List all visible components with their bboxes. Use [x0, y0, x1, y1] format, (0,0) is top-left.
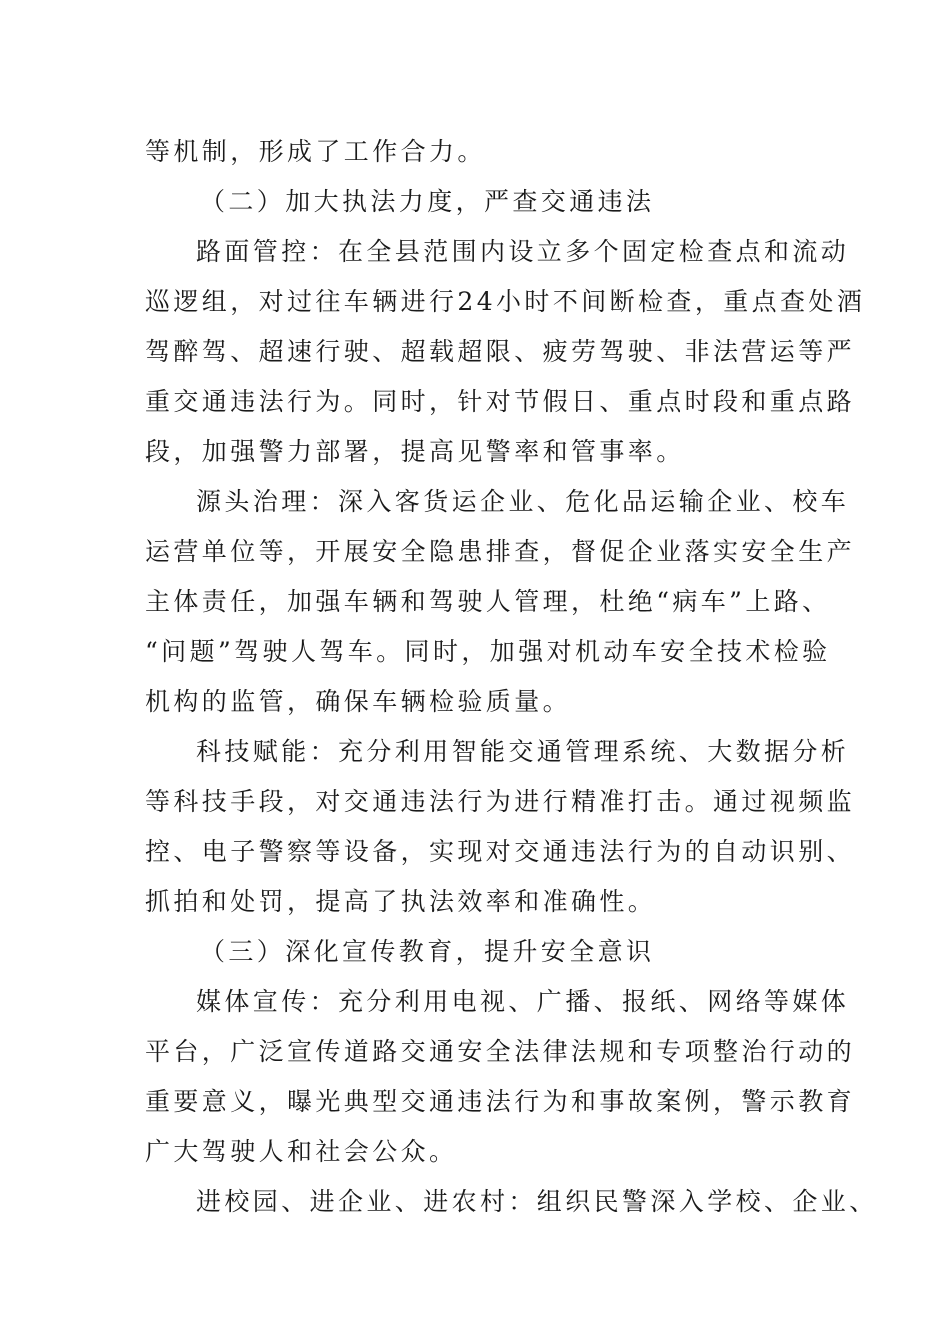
paragraph-line: 机构的监管，确保车辆检验质量。 [145, 687, 572, 716]
paragraph-line: 进校园、进企业、进农村：组织民警深入学校、企业、 [196, 1187, 878, 1216]
paragraph-line: 控、电子警察等设备，实现对交通违法行为的自动识别、 [145, 837, 856, 866]
paragraph-line: 科技赋能：充分利用智能交通管理系统、大数据分析 [196, 737, 850, 766]
paragraph-line: 驾醉驾、超速行驶、超载超限、疲劳驾驶、非法营运等严 [145, 337, 856, 366]
paragraph-line: 媒体宣传：充分利用电视、广播、报纸、网络等媒体 [196, 987, 850, 1016]
paragraph-line: 重要意义，曝光典型交通违法行为和事故案例，警示教育 [145, 1087, 856, 1116]
paragraph-line: 平台，广泛宣传道路交通安全法律法规和专项整治行动的 [145, 1037, 856, 1066]
section-heading: （二）加大执法力度，严查交通违法 [200, 187, 655, 216]
paragraph-line: 重交通违法行为。同时，针对节假日、重点时段和重点路 [145, 387, 856, 416]
section-heading: （三）深化宣传教育，提升安全意识 [200, 937, 655, 966]
paragraph-line: 等机制，形成了工作合力。 [145, 137, 486, 166]
paragraph-line: “问题”驾驶人驾车。同时，加强对机动车安全技术检验 [145, 637, 831, 666]
paragraph-line: 主体责任，加强车辆和驾驶人管理，杜绝“病车”上路、 [145, 587, 831, 616]
paragraph-line: 源头治理：深入客货运企业、危化品运输企业、校车 [196, 487, 850, 516]
paragraph-line: 等科技手段，对交通违法行为进行精准打击。通过视频监 [145, 787, 856, 816]
paragraph-line: 巡逻组，对过往车辆进行24小时不间断检查，重点查处酒 [145, 287, 866, 316]
paragraph-line: 段，加强警力部署，提高见警率和管事率。 [145, 437, 685, 466]
paragraph-line: 路面管控：在全县范围内设立多个固定检查点和流动 [196, 237, 850, 266]
paragraph-line: 广大驾驶人和社会公众。 [145, 1137, 458, 1166]
paragraph-line: 抓拍和处罚，提高了执法效率和准确性。 [145, 887, 657, 916]
paragraph-line: 运营单位等，开展安全隐患排查，督促企业落实安全生产 [145, 537, 856, 566]
